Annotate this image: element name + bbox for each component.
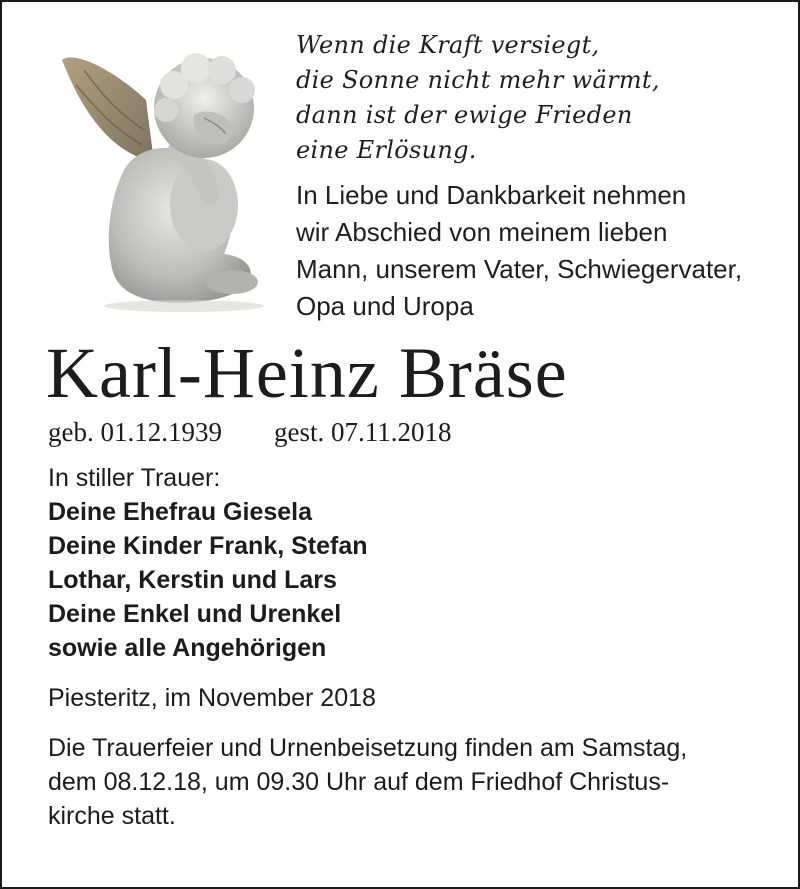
place-and-date: Piesteritz, im November 2018 (48, 684, 376, 712)
life-dates (48, 414, 451, 450)
farewell-line: Opa und Uropa (296, 291, 474, 321)
mourner-line: Lothar, Kerstin und Lars (48, 566, 337, 594)
mourner-line: Deine Enkel und Urenkel (48, 600, 342, 628)
poem-line: die Sonne nicht mehr wärmt, (296, 66, 660, 94)
death-date: gest. 07.11.2018 (273, 417, 452, 447)
mourners-intro: In stiller Trauer: (48, 464, 221, 492)
deceased-name: Karl-Heinz Bräse (46, 333, 568, 413)
farewell-line: Mann, unserem Vater, Schwiegervater, (296, 254, 743, 284)
birth-date: geb. 01.12.1939 (48, 417, 222, 447)
service-line: kirche statt. (48, 802, 176, 830)
poem-line: eine Erlösung. (296, 136, 477, 164)
farewell-text (296, 177, 742, 325)
funeral-service-info (48, 731, 687, 833)
poem-line: Wenn die Kraft versiegt, (296, 31, 600, 59)
poem-line: dann ist der ewige Frieden (296, 101, 633, 129)
poem-verse (296, 28, 660, 168)
mourner-line: Deine Kinder Frank, Stefan (48, 532, 368, 560)
farewell-line: wir Abschied von meinem lieben (296, 217, 668, 247)
service-line: dem 08.12.18, um 09.30 Uhr auf dem Friedhof Christus- (48, 768, 670, 796)
mourner-line: Deine Ehefrau Giesela (48, 498, 313, 526)
mourners-list (48, 461, 368, 665)
farewell-line: In Liebe und Dankbarkeit nehmen (296, 180, 687, 210)
mourner-line: sowie alle Angehörigen (48, 634, 327, 662)
service-line: Die Trauerfeier und Urnenbeisetzung finden am Samstag, (48, 734, 688, 762)
mourning-angel-icon (54, 30, 284, 315)
